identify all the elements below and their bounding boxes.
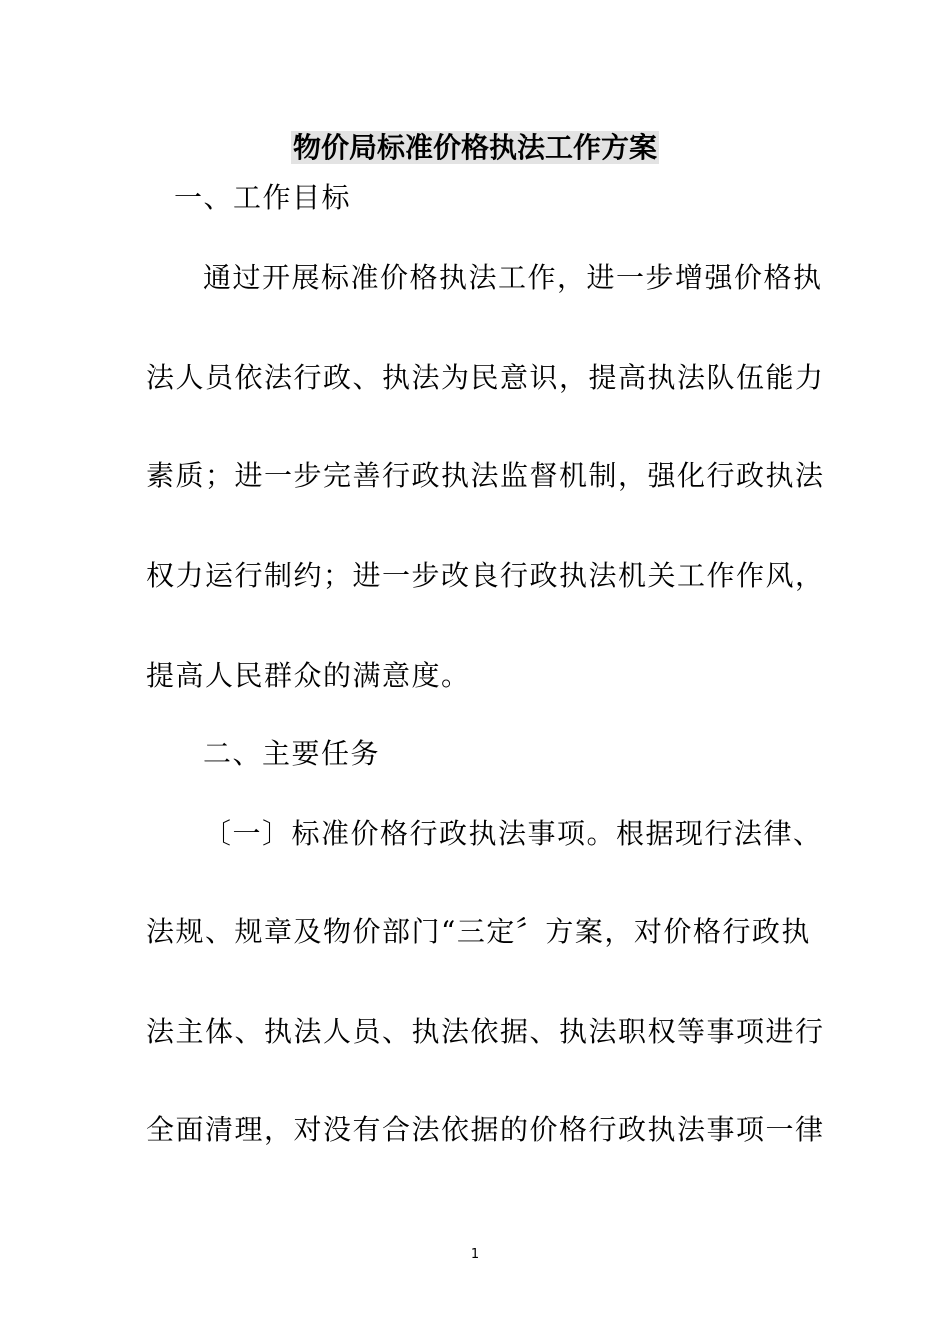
- paragraph-line: 全面清理，对没有合法依据的价格行政执法事项一律: [146, 1113, 825, 1146]
- paragraph-line: 提高人民群众的满意度。: [146, 659, 471, 692]
- paragraph-line: 法规、规章及物价部门“三定〞方案，对价格行政执: [146, 915, 811, 948]
- paragraph-line: 法人员依法行政、执法为民意识，提高执法队伍能力: [146, 361, 825, 394]
- paragraph-line: 素质；进一步完善行政执法监督机制，强化行政执法: [146, 459, 825, 492]
- paragraph-line: 权力运行制约；进一步改良行政执法机关工作作风，: [146, 559, 825, 592]
- document-title: [0, 128, 950, 168]
- paragraph-line: 通过开展标准价格执法工作，进一步增强价格执: [203, 261, 823, 294]
- paragraph-line: 法主体、执法人员、执法依据、执法职权等事项进行: [146, 1015, 825, 1048]
- paragraph-line: 〔一〕标准价格行政执法事项。根据现行法律、: [203, 817, 823, 850]
- section-heading-tasks: 二、主要任务: [203, 737, 381, 770]
- document-title-text: 物价局标准价格执法工作方案: [292, 131, 657, 164]
- section-heading-goals: 一、工作目标: [174, 181, 352, 214]
- page-number: 1: [470, 1247, 480, 1262]
